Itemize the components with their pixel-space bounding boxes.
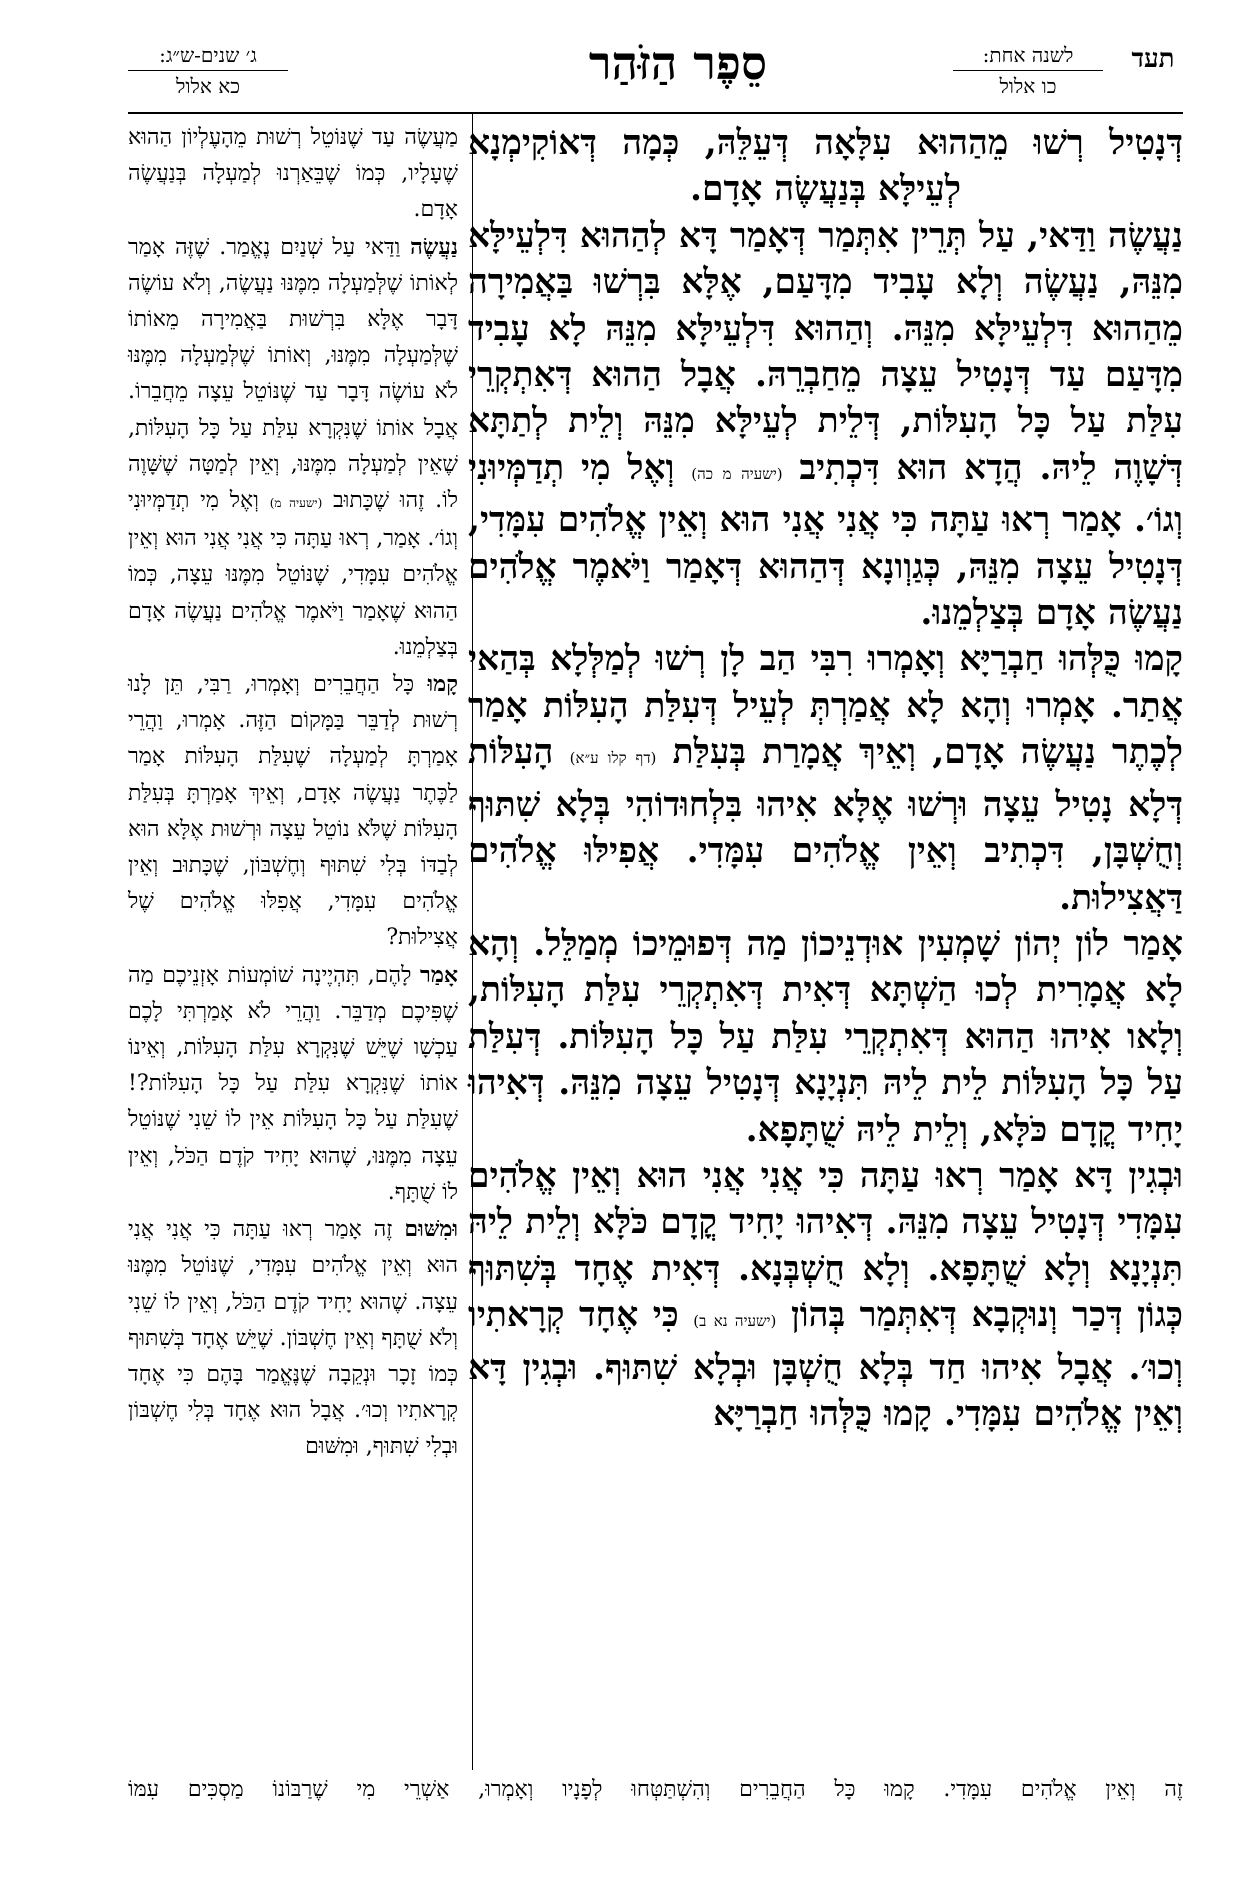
main-paragraph-1 xyxy=(468,120,1183,213)
main-text-5a: דָּא אָמַר רְאוּ עַתָּה כִּי אֲנִי אֲנִי הוּא וְאֵין אֱלֹהִים עִמָּדִי דְּנָטִיל עֵצָה מִנֵּהּ. דְּאִיהוּ יָחִיד קֳדָם כֹּלָּא וְלֵית לֵיהּ תִּנְיָנָא וְלָא שֻׁתָּפָא. וְלָא חֻשְׁבְּנָא. דְּאִית אֶחָד בְּשִׁתּוּף כְּגוֹן דְּכַר וְנוּקְבָא דְּאִתְּמַר בְּהוֹן xyxy=(468,1155,1183,1336)
side-paragraph-5 xyxy=(128,1211,458,1465)
main-text-4: לוֹן יְהוֹן שָׁמְעִין אוּדְנֵיכוֹן מַה דְּפוּמֵיכוֹ מְמַלֵּל. וְהָא לָא אֲמָרִית לְכוּ הַשְׁתָּא דְּאִית דְּאִתְקְרֵי עִלַּת הָעִלּוֹת, וְלָאו אִיהוּ הַהוּא דְּאִתְקְרֵי עִלַּת עַל כָּל הָעִלּוֹת. דְּעִלַּת עַל כָּל הָעִלּוֹת לֵית לֵיהּ תִּנְיָנָא דְּנָטִיל עֵצָה מִנֵּהּ. דְּאִיהוּ יָחִיד קֳדָם כֹּלָּא, וְלֵית לֵיהּ שֻׁתָּפָא. xyxy=(468,923,1183,1150)
header-left-dates xyxy=(128,40,288,101)
side-lead-word-2: נַעֲשֶׂה xyxy=(410,233,458,260)
header-right-line1: לשנה אחת: xyxy=(953,40,1103,71)
header-right-dates xyxy=(953,40,1103,101)
main-text-5b: כִּי אֶחָד קְרָאתִיו וְכוּ׳. אֲבָל אִיהוּ חַד בְּלָא חֻשְׁבָּן וּבְלָא שִׁתּוּף. וּבְגִין דָּא וְאֵין אֱלֹהִים עִמָּדִי. קָמוּ כֻּלְּהוּ חַבְרַיָּא xyxy=(468,1295,1183,1434)
main-paragraph-5 xyxy=(468,1153,1183,1437)
main-text-2a: וַדַּאי, עַל תְּרֵין אִתְּמַר דְּאָמַר דָּא לְהַהוּא דִּלְעֵילָּא מִנֵּהּ, נַעֲשֶׂה וְלָא עָבִיד מִדָּעַם, אֶלָּא בִּרְשׁוּ בַּאֲמִירָה מֵהַהוּא דִּלְעֵילָּא מִנֵּהּ. וְהַהוּא דִּלְעֵילָּא מִנֵּהּ לָא עָבִיד מִדָּעַם עַד דְּנָטִיל עֵצָה מֵחַבְרֵהּ. אֲבָל הַהוּא דְּאִתְקְרֵי עִלַּת עַל כָּל הָעִלּוֹת, דְּלֵית לְעֵילָּא מִנֵּהּ וְלֵית לְתַתָּא דְּשָׁוֶה לֵיהּ. הֲדָא הוּא דִּכְתִיב xyxy=(468,215,1184,488)
side-paragraph-3 xyxy=(128,666,458,957)
page-number: תעד xyxy=(1131,44,1175,74)
scripture-reference: (ישעיה מ) xyxy=(269,496,323,511)
page-header xyxy=(128,34,1183,112)
side-lead-word-3: קָמוּ xyxy=(427,671,458,698)
scripture-reference: (ישעיה נא ב) xyxy=(693,1312,777,1331)
side-text-2a: וַדַּאי עַל שְׁנַיִם נֶאֱמַר. שֶׁזֶּה אָמַר לְאוֹתוֹ שֶׁלְּמַעְלָה מִמֶּנּוּ נַעֲשֶׂה, וְלֹא עוֹשֶׂה דָּבָר אֶלָּא בִּרְשׁוּת בַּאֲמִירָה מֵאוֹתוֹ שֶׁלְּמַעְלָה מִמֶּנּוּ, וְאוֹתוֹ שֶׁלְּמַעְלָה מִמֶּנּוּ לֹא עוֹשֶׂה דָּבָר עַד שֶׁנּוֹטֵל עֵצָה מֵחֲבֵרוֹ. אֲבָל אוֹתוֹ שֶׁנִּקְרָא עִלַּת עַל כָּל הָעִלּוֹת, שֶׁאֵין לְמַעְלָה מִמֶּנּוּ, וְאֵין לְמַטָּה שֶׁשָּׁוֶה לוֹ. זֶהוּ שֶׁכָּתוּב xyxy=(128,234,459,514)
main-paragraph-3 xyxy=(468,636,1183,920)
side-text-3: כָּל הַחֲבֵרִים וְאָמְרוּ, רַבִּי, תֵּן לָנוּ רְשׁוּת לְדַבֵּר בַּמָּקוֹם הַזֶּה. אָמְרוּ, וַהֲרֵי אָמַרְתָּ לְמַעְלָה שֶׁעִלַּת הָעִלּוֹת אָמַר לַכֶּתֶר נַעֲשֶׂה אָדָם, וְאֵיךְ אָמַרְתָּ בְּעִלַּת הָעִלּוֹת שֶׁלֹּא נוֹטֵל עֵצָה וּרְשׁוּת אֶלָּא הוּא לְבַדּוֹ בְּלִי שִׁתּוּף וְחֶשְׁבּוֹן, שֶׁכָּתוּב וְאֵין אֱלֹהִים עִמָּדִי, אֲפִלּוּ אֱלֹהִים שֶׁל אֲצִילוּת? xyxy=(128,672,458,951)
main-aramaic-column xyxy=(468,120,1183,1437)
main-text-1: דְּנָטִיל רְשׁוּ מֵהַהוּא עִלָּאָה דְּעֵלֵּהּ, כְּמָה דְּאוֹקִימְנָא לְעֵילָּא בְּנַעֲשֶׂה אָדָם. xyxy=(468,123,1183,210)
side-text-5: זֶה אָמַר רְאוּ עַתָּה כִּי אֲנִי אֲנִי הוּא וְאֵין אֱלֹהִים עִמָּדִי, שֶׁנּוֹטֵל מִמֶּנּוּ עֵצָה. שֶׁהוּא יָחִיד קֹדֶם הַכֹּל, וְאֵין לוֹ שֵׁנִי וְלֹא שֻׁתָּף וְאֵין חֶשְׁבּוֹן. שֶׁיֵּשׁ אֶחָד בְּשִׁתּוּף כְּמוֹ זָכָר וּנְקֵבָה שֶׁנֶּאֱמַר בָּהֶם כִּי אֶחָד קְרָאתִיו וְכוּ׳. אֲבָל הוּא אֶחָד בְּלִי חֶשְׁבּוֹן וּבְלִי שִׁתּוּף, וּמִשּׁוּם xyxy=(128,1217,458,1460)
side-text-1: מַעֲשֶׂה עַד שֶׁנּוֹטֵל רְשׁוּת מֵהָעֶלְיוֹן הַהוּא שֶׁעָלָיו, כְּמוֹ שֶׁבֵּאַרְנוּ לְמַעְלָה בְּנַעֲשֶׂה אָדָם. xyxy=(128,125,458,223)
hebrew-translation-column xyxy=(128,120,458,1466)
folio-reference: (דף קלו ע״א) xyxy=(569,749,657,768)
scripture-reference: (ישעיה מ כה) xyxy=(691,464,783,483)
header-right-line2: כו אלול xyxy=(999,74,1057,98)
main-text-3a: כֻּלְּהוּ חַבְרַיָּא וְאָמְרוּ רִבִּי הַב לָן רְשׁוּ לְמַלְּלָא בְּהַאי אֲתַר. אָמְרוּ וְהָא לָא אֲמַרְתְּ לְעֵיל דְּעִלַּת הָעִלּוֹת אָמַר לְכֶתֶר נַעֲשֶׂה אָדָם, וְאֵיךְ אֲמָרַת בְּעִלַּת xyxy=(468,639,1184,773)
main-paragraph-4 xyxy=(468,921,1183,1153)
header-rule xyxy=(128,112,1183,114)
bottom-continuation-line: זֶה וְאֵין אֱלֹהִים עִמָּדִי. קָמוּ כָּל הַחֲבֵרִים וְהִשְׁתַּטְּחוּ לְפָנָיו וְאָמְרוּ, אַשְׁרֵי מִי שֶׁרַבּוֹנוֹ מַסְכִּים עִמּוֹ xyxy=(128,1777,1183,1802)
side-paragraph-1 xyxy=(128,120,458,229)
main-lead-word-2: נַעֲשֶׂה xyxy=(1107,215,1183,256)
main-lead-word-4: אָמַר xyxy=(1123,923,1183,964)
side-lead-word-5: וּמִשּׁוּם xyxy=(404,1216,458,1243)
side-text-4: לָהֶם, תִּהְיֶינָה שׁוֹמְעוֹת אָזְנֵיכֶם מַה שֶׁפִּיכֶם מְדַבֵּר. וַהֲרֵי לֹא אָמַרְתִּי לָכֶם עַכְשָׁו שֶׁיֵּשׁ שֶׁנִּקְרָא עִלַּת הָעִלּוֹת, וְאֵינוֹ אוֹתוֹ שֶׁנִּקְרָא עִלַּת עַל כָּל הָעִלּוֹת?! שֶׁעִלַּת עַל כָּל הָעִלּוֹת אֵין לוֹ שֵׁנִי שֶׁנּוֹטֵל עֵצָה מִמֶּנּוּ, שֶׁהוּא יָחִיד קֹדֶם הַכֹּל, וְאֵין לוֹ שֻׁתָּף. xyxy=(128,962,458,1205)
side-paragraph-2 xyxy=(128,229,458,666)
header-left-line1: ג׳ שנים-ש״ג: xyxy=(128,40,288,71)
side-paragraph-4 xyxy=(128,957,458,1211)
main-lead-word-5: וּבְגִין xyxy=(1128,1155,1183,1196)
book-title: סֵפֶר הַזֹּהַר xyxy=(588,36,768,90)
main-lead-word-3: קָמוּ xyxy=(1135,639,1183,680)
main-text-2b: וְאֶל מִי תְדַמְּיוּנִי וְגוֹ׳. אָמַר רְאוּ עַתָּה כִּי אֲנִי אֲנִי הוּא וְאֵין אֱלֹהִים עִמָּדִי, דְּנָטִיל עֵצָה מִנֵּהּ, כְּגַוְונָא דְּהַהוּא דְּאָמַר וַיֹּאמֶר אֱלֹהִים נַעֲשֶׂה אָדָם בְּצַלְמֵנוּ. xyxy=(468,447,1183,634)
side-text-2b: וְאֶל מִי תְדַמְּיוּנִי וְגוֹ׳. אָמַר, רְאוּ עַתָּה כִּי אֲנִי אֲנִי הוּא וְאֵין אֱלֹהִים עִמָּדִי, שֶׁנּוֹטֵל מִמֶּנּוּ עֵצָה, כְּמוֹ הַהוּא שֶׁאָמַר וַיֹּאמֶר אֱלֹהִים נַעֲשֶׂה אָדָם בְּצַלְמֵנוּ. xyxy=(128,488,458,660)
header-left-line2: כא אלול xyxy=(176,74,240,98)
main-text-3b: הָעִלּוֹת דְּלָא נָטִיל עֵצָה וּרְשׁוּ אֶלָּא אִיהוּ בִּלְחוּדוֹהִי בְּלָא שִׁתּוּף וְחֻשְׁבָּן, דִּכְתִיב וְאֵין אֱלֹהִים עִמָּדִי. אֲפִילּוּ אֱלֹהִים דַּאֲצִילוּת. xyxy=(468,732,1183,918)
main-paragraph-2 xyxy=(468,213,1183,637)
side-lead-word-4: אָמַר xyxy=(420,961,458,988)
